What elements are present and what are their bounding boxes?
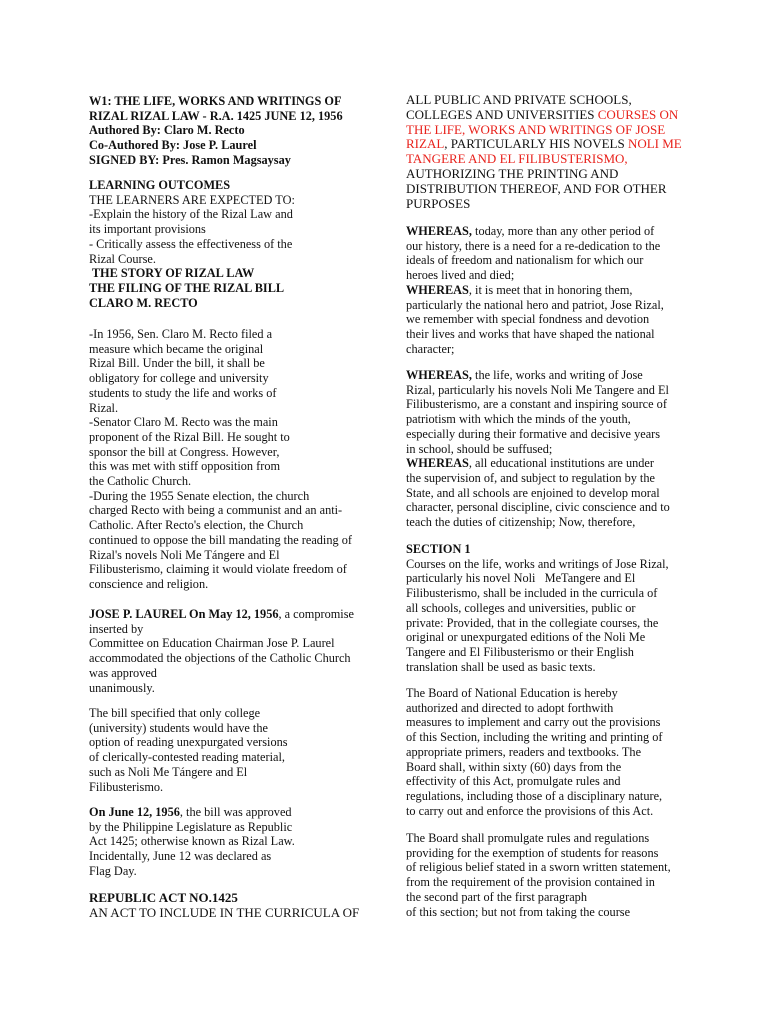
bill-line: of clerically-contested reading material, bbox=[89, 750, 285, 765]
whereas-word: WHEREAS bbox=[406, 456, 469, 471]
section-line: original or unexpurgated editions of the Noli Me bbox=[406, 630, 646, 645]
header-line: RIZAL RIZAL LAW - R.A. 1425 JUNE 12, 1956 bbox=[89, 108, 343, 123]
board-line: Board shall, within sixty (60) days from the bbox=[406, 759, 622, 774]
board-line: of this Section, including the writing and printing of bbox=[406, 730, 663, 745]
act-title-line bbox=[406, 108, 682, 123]
learning-outcome-line: its important provisions bbox=[89, 222, 206, 237]
whereas-line: we remember with special fondness and devotion bbox=[406, 312, 650, 327]
whereas-first-line bbox=[406, 283, 664, 298]
whereas-text: , it is meet that in honoring them, bbox=[468, 282, 633, 297]
board2-line: the second part of the first paragraph bbox=[406, 889, 587, 904]
board2-line: of this section; but not from taking the course bbox=[406, 904, 631, 919]
approval-first-rest: , the bill was approved bbox=[179, 805, 292, 819]
board-exemption-paragraph bbox=[406, 831, 671, 919]
board2-line: providing for the exemption of students for reasons bbox=[406, 845, 659, 860]
whereas-line: their lives and works that have shaped the national bbox=[406, 326, 655, 341]
act-title-line: AUTHORIZING THE PRINTING AND bbox=[406, 165, 619, 181]
whereas-text: , all educational institutions are under bbox=[468, 456, 654, 471]
act-title-highlight: RIZAL bbox=[406, 136, 445, 152]
approval-line: by the Philippine Legislature as Republic bbox=[89, 819, 293, 834]
laurel-line: unanimously. bbox=[89, 680, 155, 695]
republic-act-title: REPUBLIC ACT NO.1425 bbox=[89, 890, 238, 905]
whereas-line: State, and all schools are enjoined to develop moral bbox=[406, 485, 660, 500]
bill-line: such as Noli Me Tángere and El bbox=[89, 764, 248, 779]
story-paragraph bbox=[89, 327, 352, 592]
header-line: Co-Authored By: Jose P. Laurel bbox=[89, 138, 257, 153]
board-line: to carry out and enforce the provisions of this Act. bbox=[406, 803, 654, 818]
republic-act-line: AN ACT TO INCLUDE IN THE CURRICULA OF bbox=[89, 904, 360, 920]
whereas-block-2 bbox=[406, 368, 670, 530]
act-title-block bbox=[406, 93, 682, 211]
story-line: Rizal's novels Noli Me Tángere and El bbox=[89, 547, 280, 562]
learning-outcome-line: -Explain the history of the Rizal Law and bbox=[89, 207, 293, 222]
whereas-word: WHEREAS, bbox=[406, 368, 472, 382]
section-line: all schools, colleges and universities, public or bbox=[406, 600, 636, 615]
story-line: -In 1956, Sen. Claro M. Recto filed a bbox=[89, 327, 273, 341]
whereas-text: the life, works and writing of Jose bbox=[471, 368, 643, 382]
section-1 bbox=[406, 542, 669, 674]
learning-outcomes-title: LEARNING OUTCOMES bbox=[89, 178, 231, 192]
story-line: students to study the life and works of bbox=[89, 385, 277, 400]
laurel-line: accommodated the objections of the Catholic Church bbox=[89, 651, 351, 666]
approval-lead: On June 12, 1956 bbox=[89, 805, 180, 819]
whereas-line: our history, there is a need for a re-dedication to the bbox=[406, 238, 661, 253]
board2-line: The Board shall promulgate rules and regulations bbox=[406, 831, 650, 845]
board-paragraph bbox=[406, 686, 663, 818]
story-title: THE FILING OF THE RIZAL BILL bbox=[89, 280, 285, 295]
board-line: regulations, including those of a disciplinary nature, bbox=[406, 788, 663, 803]
act-title-line: PURPOSES bbox=[406, 195, 471, 211]
document-header bbox=[89, 94, 343, 168]
bill-line: (university) students would have the bbox=[89, 720, 268, 735]
board-line: authorized and directed to adopt forthwith bbox=[406, 700, 614, 715]
learning-outcome-line: - Critically assess the effectiveness of the bbox=[89, 236, 293, 251]
laurel-paragraph bbox=[89, 607, 354, 695]
section-title: SECTION 1 bbox=[406, 542, 471, 556]
whereas-line: teach the duties of citizenship; Now, therefore, bbox=[406, 515, 636, 530]
story-line: Rizal Bill. Under the bill, it shall be bbox=[89, 356, 265, 371]
whereas-block-1 bbox=[406, 224, 664, 356]
header-line: Authored By: Claro M. Recto bbox=[89, 123, 245, 138]
act-title-line: ALL PUBLIC AND PRIVATE SCHOOLS, bbox=[406, 92, 632, 107]
bill-line: Filibusterismo. bbox=[89, 779, 164, 794]
laurel-first-rest: , a compromise bbox=[278, 607, 354, 621]
board-line: appropriate primers, readers and textbooks. The bbox=[406, 744, 642, 759]
story-line: continued to oppose the bill mandating the reading of bbox=[89, 532, 352, 547]
approval-first-line bbox=[89, 805, 295, 820]
whereas-line: heroes lived and died; bbox=[406, 268, 515, 283]
whereas-line: character, personal discipline, civic conscience and to bbox=[406, 500, 670, 515]
laurel-line: inserted by bbox=[89, 621, 144, 636]
act-title-highlight: COURSES ON bbox=[597, 106, 679, 122]
whereas-word: WHEREAS, bbox=[406, 224, 472, 238]
whereas-line: ideals of freedom and nationalism for which our bbox=[406, 253, 644, 268]
board2-line: from the requirement of the provision contained in bbox=[406, 875, 655, 890]
whereas-line: character; bbox=[406, 341, 455, 356]
section-line: Tangere and El Filibusterismo or their English bbox=[406, 644, 634, 659]
section-line: translation shall be used as basic texts. bbox=[406, 659, 596, 674]
board-line: The Board of National Education is hereby bbox=[406, 686, 618, 700]
header-line: SIGNED BY: Pres. Ramon Magsaysay bbox=[89, 152, 291, 167]
laurel-line: Committee on Education Chairman Jose P. Laurel bbox=[89, 636, 335, 651]
act-title-highlight: TANGERE AND EL FILIBUSTERISMO, bbox=[406, 151, 628, 167]
story-line: charged Recto with being a communist and an anti- bbox=[89, 503, 343, 518]
story-line: the Catholic Church. bbox=[89, 474, 192, 489]
laurel-first-line bbox=[89, 607, 354, 622]
whereas-line: especially during their formative and decisive years bbox=[406, 426, 661, 441]
story-line: sponsor the bill at Congress. However, bbox=[89, 444, 280, 459]
whereas-line: in school, should be suffused; bbox=[406, 441, 553, 456]
learning-outcome-line: Rizal Course. bbox=[89, 251, 156, 266]
story-line: -Senator Claro M. Recto was the main bbox=[89, 415, 278, 430]
whereas-line: patriotism with which the minds of the youth, bbox=[406, 412, 631, 427]
whereas-word: WHEREAS bbox=[406, 282, 469, 297]
learning-outcome-line: THE LEARNERS ARE EXPECTED TO: bbox=[89, 192, 295, 207]
act-title-segment: COLLEGES AND UNIVERSITIES bbox=[406, 106, 598, 122]
approval-line: Incidentally, June 12 was declared as bbox=[89, 849, 272, 864]
board2-line: of religious belief stated in a sworn written statement, bbox=[406, 860, 671, 875]
whereas-line: the supervision of, and subject to regulation by the bbox=[406, 470, 655, 485]
approval-line: Act 1425; otherwise known as Rizal Law. bbox=[89, 834, 295, 849]
republic-act-section bbox=[89, 891, 359, 921]
act-title-highlight: NOLI ME bbox=[627, 136, 682, 152]
section-line: Filibusterismo, shall be included in the curricula of bbox=[406, 586, 658, 601]
laurel-line: was approved bbox=[89, 665, 157, 680]
board-line: effectivity of this Act, promulgate rules and bbox=[406, 774, 621, 789]
story-title: CLARO M. RECTO bbox=[89, 295, 198, 310]
board-line: measures to implement and carry out the provisions bbox=[406, 715, 661, 730]
whereas-first-line bbox=[406, 224, 664, 239]
bill-line: option of reading unexpurgated versions bbox=[89, 735, 288, 750]
approval-line: Flag Day. bbox=[89, 863, 137, 878]
act-title-line bbox=[406, 137, 682, 152]
story-line: measure which became the original bbox=[89, 341, 264, 356]
act-title-line: DISTRIBUTION THEREOF, AND FOR OTHER bbox=[406, 180, 667, 196]
act-title-highlight: THE LIFE, WORKS AND WRITINGS OF JOSE bbox=[406, 121, 666, 137]
bill-paragraph bbox=[89, 706, 288, 794]
whereas-text: today, more than any other period of bbox=[471, 224, 655, 238]
whereas-first-line bbox=[406, 456, 670, 471]
story-line: conscience and religion. bbox=[89, 576, 209, 591]
bill-line: The bill specified that only college bbox=[89, 706, 261, 720]
story-line: this was met with stiff opposition from bbox=[89, 459, 281, 474]
laurel-lead: JOSE P. LAUREL On May 12, 1956 bbox=[89, 607, 279, 621]
whereas-line: Filibusterismo, are a constant and inspiring source of bbox=[406, 397, 667, 412]
approval-paragraph bbox=[89, 805, 295, 879]
header-line: W1: THE LIFE, WORKS AND WRITINGS OF bbox=[89, 94, 342, 108]
story-line: -During the 1955 Senate election, the church bbox=[89, 488, 310, 503]
act-title-segment: , PARTICULARLY HIS NOVELS bbox=[444, 136, 628, 152]
story-line: proponent of the Rizal Bill. He sought to bbox=[89, 429, 290, 444]
section-line: Courses on the life, works and writings of Jose Rizal, bbox=[406, 556, 669, 571]
section-line: particularly his novel Noli MeTangere and El bbox=[406, 571, 636, 586]
story-line: Rizal. bbox=[89, 400, 119, 415]
story-line: Catholic. After Recto's election, the Church bbox=[89, 518, 304, 533]
whereas-first-line bbox=[406, 368, 670, 383]
story-line: obligatory for college and university bbox=[89, 371, 269, 386]
section-line: private: Provided, that in the collegiate courses, the bbox=[406, 615, 659, 630]
whereas-line: Rizal, particularly his novels Noli Me Tangere and El bbox=[406, 382, 669, 397]
learning-outcomes-section bbox=[89, 178, 295, 310]
whereas-line: particularly the national hero and patriot, Jose Rizal, bbox=[406, 297, 664, 312]
story-line: Filibusterismo, claiming it would violate freedom of bbox=[89, 562, 347, 577]
story-title: THE STORY OF RIZAL LAW bbox=[89, 266, 255, 281]
